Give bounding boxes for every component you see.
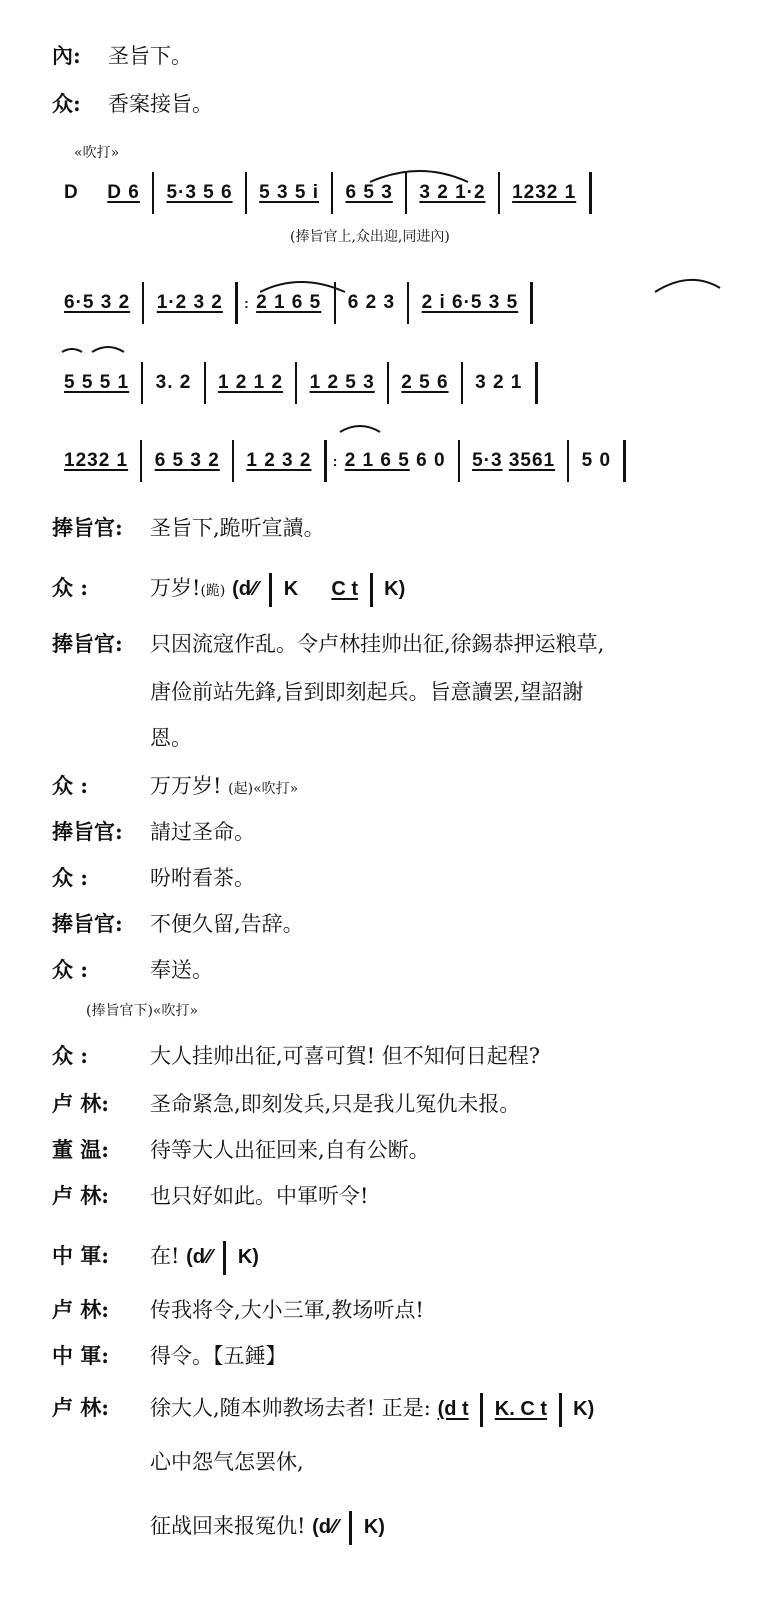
speaker-label: 众 :	[52, 575, 89, 600]
stage-direction: (起)«吹打»	[228, 781, 299, 797]
speaker-label: 中 軍:	[52, 1243, 110, 1268]
dialogue-text: 大人挂帅出征,可喜可賀! 但不知何日起程?	[150, 1044, 541, 1068]
speaker-label: 卢 林:	[52, 1091, 110, 1116]
percussion-cell: (d t	[437, 1398, 469, 1420]
speaker-label: 捧旨官:	[52, 515, 123, 540]
notation-row-1	[64, 172, 598, 214]
speaker-label: 众 :	[52, 865, 89, 890]
notation-measure: 5·3	[472, 450, 503, 472]
notation-measure: 2 1 6 5	[344, 450, 410, 472]
notation-measure: D	[64, 182, 79, 204]
dialogue-text	[150, 572, 405, 607]
dialogue-text: 得令。【五錘】	[150, 1344, 287, 1368]
speaker-label: 中 軍:	[52, 1343, 110, 1368]
dialogue-words: 在!	[150, 1244, 180, 1268]
notation-row-2: 6·5 3 2 1·2 3 2 : 2 1 6 5 6 2 3 2 i 6·5 3 5	[64, 282, 539, 324]
dialogue-text-continued: 唐俭前站先鋒,旨到即刻起兵。旨意讀罢,望詔謝	[150, 680, 584, 704]
notation-measure: 5 5 5 1	[64, 372, 130, 394]
notation-measure: 1·2 3 2	[156, 292, 223, 314]
speaker-label: 众 :	[52, 773, 89, 798]
percussion-cell: (d⁄⁄	[232, 578, 258, 600]
dialogue-text	[150, 1240, 259, 1275]
notation-measure: 2 5 6	[401, 372, 449, 394]
speaker-label: 內:	[52, 43, 81, 68]
notation-measure: 5 3 5 i	[259, 182, 319, 204]
notation-measure: D 6	[107, 182, 140, 204]
dialogue-words: 征战回来报冤仇!	[150, 1514, 306, 1538]
dialogue-text: 待等大人出征回来,自有公断。	[150, 1138, 430, 1162]
dialogue-text: 也只好如此。中軍听令!	[150, 1184, 369, 1208]
dialogue-text: 吩咐看茶。	[150, 866, 255, 890]
speaker-label: 众:	[52, 91, 81, 116]
stage-direction: «吹打»	[74, 145, 120, 161]
notation-measure: 3561	[508, 450, 556, 472]
percussion-cell: K)	[573, 1398, 595, 1420]
speaker-label: 董 温:	[52, 1137, 110, 1162]
notation-measure: 6 5 3 2	[154, 450, 220, 472]
notation-measure: 5·3 5 6	[166, 182, 233, 204]
notation-measure: 1 2 1 2	[217, 372, 284, 394]
notation-measure: 1232 1	[64, 450, 129, 472]
percussion-cell: K)	[363, 1516, 385, 1538]
dialogue-text: 不便久留,告辞。	[150, 912, 304, 936]
speaker-label: 卢 林:	[52, 1297, 110, 1322]
percussion-cell: K)	[237, 1246, 259, 1268]
dialogue-words: 万岁!	[150, 576, 201, 600]
notation-measure: 6 5 3	[345, 182, 393, 204]
percussion-cell: K)	[384, 578, 406, 600]
percussion-cell: (d⁄⁄	[186, 1246, 212, 1268]
notation-measure: 1 2 5 3	[309, 372, 375, 394]
dialogue-words: 徐大人,随本帅教场去者! 正是:	[150, 1396, 431, 1420]
percussion-notation	[312, 1516, 385, 1538]
notation-row-4: 1232 1 6 5 3 2 1 2 3 2 : 2 1 6 5 6 0 5·3 3561 5 0	[64, 440, 632, 482]
stage-direction: (跪)	[200, 583, 226, 599]
notation-measure: 2 1 6 5	[256, 292, 322, 314]
notation-measure: 5 0	[581, 450, 612, 472]
notation-measure: 6·5 3 2	[64, 292, 131, 314]
percussion-notation	[232, 578, 405, 600]
notation-measure: 1 2 3 2	[246, 450, 312, 472]
stage-direction: (捧旨官上,众出迎,同进內)	[290, 229, 450, 245]
dialogue-text: 圣旨下,跪听宣讀。	[150, 516, 325, 540]
percussion-cell: K. C t	[494, 1398, 547, 1420]
stage-direction: (捧旨官下)«吹打»	[86, 1003, 199, 1019]
verse-line	[150, 1510, 385, 1545]
dialogue-text-continued: 恩。	[150, 726, 192, 750]
speaker-label: 众 :	[52, 1043, 89, 1068]
dialogue-text: 奉送。	[150, 958, 213, 982]
dialogue-text	[150, 1392, 594, 1427]
speaker-label: 众 :	[52, 957, 89, 982]
notation-measure: 3 2 1·2	[419, 182, 486, 204]
notation-measure: 6 2 3	[347, 292, 396, 314]
dialogue-text: 圣旨下。	[108, 44, 192, 68]
notation-measure: 2 i 6·5 3 5	[421, 292, 519, 314]
speaker-label: 捧旨官:	[52, 631, 123, 656]
dialogue-text	[150, 770, 298, 800]
notation-row-3	[64, 362, 544, 404]
notation-measure: 3 2 1	[475, 372, 523, 394]
notation-measure: 1232 1	[512, 182, 577, 204]
percussion-notation	[186, 1246, 259, 1268]
speaker-label: 捧旨官:	[52, 819, 123, 844]
dialogue-text: 香案接旨。	[108, 92, 213, 116]
notation-measure: 6 0	[416, 450, 446, 472]
percussion-notation	[438, 1398, 595, 1420]
dialogue-text: 只因流寇作乱。令卢林挂帅出征,徐錫恭押运粮草,	[150, 632, 605, 656]
percussion-cell: C t	[331, 578, 359, 600]
dialogue-text: 圣命紧急,即刻发兵,只是我儿冤仇未报。	[150, 1092, 521, 1116]
percussion-cell: (d⁄⁄	[312, 1516, 338, 1538]
speaker-label: 卢 林:	[52, 1395, 110, 1420]
dialogue-text: 請过圣命。	[150, 820, 255, 844]
percussion-cell: K	[283, 578, 299, 600]
notation-measure: 3. 2	[155, 372, 192, 394]
speaker-label: 卢 林:	[52, 1183, 110, 1208]
verse-line: 心中怨气怎罢休,	[150, 1450, 304, 1474]
speaker-label: 捧旨官:	[52, 911, 123, 936]
dialogue-words: 万万岁!	[150, 774, 222, 798]
dialogue-text: 传我将令,大小三軍,教场听点!	[150, 1298, 424, 1322]
